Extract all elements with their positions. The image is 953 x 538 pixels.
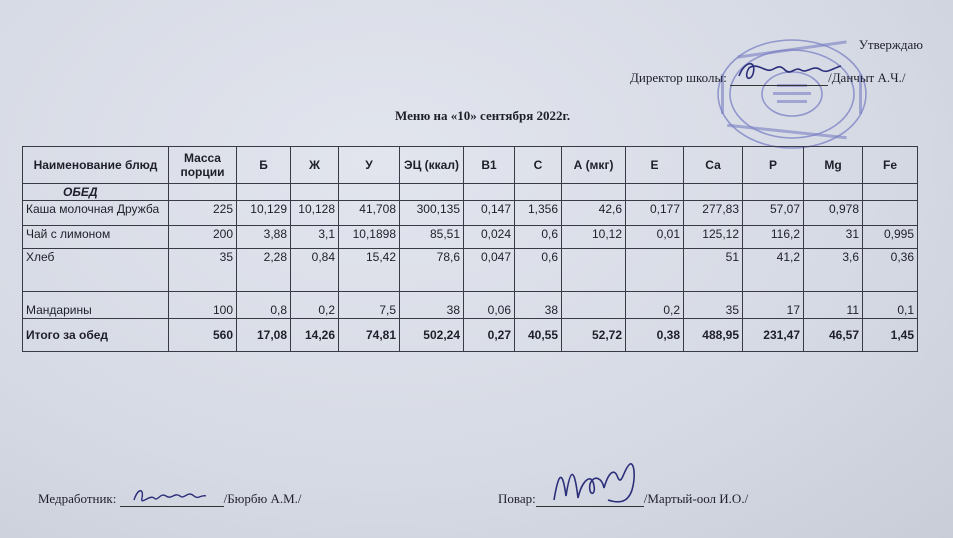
value-cell: 300,135 xyxy=(400,201,464,226)
value-cell: 0,978 xyxy=(804,201,863,226)
value-cell: 7,5 xyxy=(339,292,400,319)
section-label: ОБЕД xyxy=(23,184,169,201)
total-label: Итого за обед xyxy=(23,319,169,352)
value-cell: 1,356 xyxy=(515,201,562,226)
table-header-row xyxy=(23,147,918,184)
value-cell: 0,2 xyxy=(291,292,339,319)
medic-name: /Бюрбю А.М./ xyxy=(223,491,302,506)
col-header: Mg xyxy=(804,147,863,184)
value-cell: 0,177 xyxy=(626,201,684,226)
total-value-cell: 14,26 xyxy=(291,319,339,352)
value-cell: 42,6 xyxy=(562,201,626,226)
value-cell: 3,1 xyxy=(291,226,339,249)
dish-name-cell: Каша молочная Дружба xyxy=(23,201,169,226)
table-row xyxy=(23,249,918,292)
value-cell: 78,6 xyxy=(400,249,464,292)
value-cell: 0,01 xyxy=(626,226,684,249)
menu-table xyxy=(22,146,918,352)
value-cell: 0,995 xyxy=(863,226,918,249)
col-header: Р xyxy=(743,147,804,184)
dish-name-cell: Мандарины xyxy=(23,292,169,319)
col-header: В1 xyxy=(464,147,515,184)
value-cell: 3,6 xyxy=(804,249,863,292)
total-value-cell: 231,47 xyxy=(743,319,804,352)
value-cell: 200 xyxy=(169,226,237,249)
value-cell: 0,1 xyxy=(863,292,918,319)
dish-name-cell: Хлеб xyxy=(23,249,169,292)
value-cell: 10,128 xyxy=(291,201,339,226)
value-cell: 100 xyxy=(169,292,237,319)
cook-signature xyxy=(548,456,648,508)
director-label: Директор школы: xyxy=(630,70,727,85)
value-cell: 41,708 xyxy=(339,201,400,226)
col-header: Б xyxy=(237,147,291,184)
value-cell xyxy=(562,249,626,292)
value-cell: 277,83 xyxy=(684,201,743,226)
value-cell: 0,147 xyxy=(464,201,515,226)
value-cell: 57,07 xyxy=(743,201,804,226)
table-row xyxy=(23,292,918,319)
value-cell: 116,2 xyxy=(743,226,804,249)
official-stamp xyxy=(707,34,877,152)
total-value-cell: 1,45 xyxy=(863,319,918,352)
approval-label: Утверждаю xyxy=(858,37,923,52)
table-row xyxy=(23,226,918,249)
total-value-cell: 40,55 xyxy=(515,319,562,352)
medic-signature xyxy=(130,484,210,508)
dish-name-cell: Чай с лимоном xyxy=(23,226,169,249)
value-cell: 3,88 xyxy=(237,226,291,249)
value-cell: 15,42 xyxy=(339,249,400,292)
cook-label: Повар: xyxy=(498,491,536,506)
medic-label: Медработник: xyxy=(38,491,117,506)
value-cell: 51 xyxy=(684,249,743,292)
value-cell: 85,51 xyxy=(400,226,464,249)
director-signature xyxy=(735,58,845,84)
total-value-cell: 0,38 xyxy=(626,319,684,352)
value-cell: 125,12 xyxy=(684,226,743,249)
value-cell: 17 xyxy=(743,292,804,319)
value-cell: 11 xyxy=(804,292,863,319)
value-cell: 0,36 xyxy=(863,249,918,292)
cook-name: /Мартый-оол И.О./ xyxy=(643,491,749,506)
total-value-cell: 488,95 xyxy=(684,319,743,352)
value-cell: 31 xyxy=(804,226,863,249)
col-header: Fe xyxy=(863,147,918,184)
menu-title: Меню на «10» сентября 2022г. xyxy=(395,108,571,123)
value-cell: 0,6 xyxy=(515,226,562,249)
total-value-cell: 46,57 xyxy=(804,319,863,352)
total-value-cell: 560 xyxy=(169,319,237,352)
total-value-cell: 502,24 xyxy=(400,319,464,352)
director-name: /Данчыт А.Ч./ xyxy=(828,70,906,85)
col-header: Са xyxy=(684,147,743,184)
total-value-cell: 74,81 xyxy=(339,319,400,352)
section-row xyxy=(23,184,918,201)
value-cell: 41,2 xyxy=(743,249,804,292)
value-cell: 0,06 xyxy=(464,292,515,319)
col-header: С xyxy=(515,147,562,184)
col-header: Наименование блюд xyxy=(23,147,169,184)
value-cell: 2,28 xyxy=(237,249,291,292)
total-value-cell: 17,08 xyxy=(237,319,291,352)
value-cell: 10,1898 xyxy=(339,226,400,249)
col-header: Масса порции xyxy=(169,147,237,184)
value-cell: 38 xyxy=(400,292,464,319)
value-cell: 0,024 xyxy=(464,226,515,249)
value-cell: 0,047 xyxy=(464,249,515,292)
value-cell: 10,12 xyxy=(562,226,626,249)
value-cell xyxy=(626,249,684,292)
total-value-cell: 52,72 xyxy=(562,319,626,352)
value-cell: 35 xyxy=(684,292,743,319)
value-cell: 0,84 xyxy=(291,249,339,292)
value-cell xyxy=(562,292,626,319)
col-header: Е xyxy=(626,147,684,184)
col-header: У xyxy=(339,147,400,184)
col-header: А (мкг) xyxy=(562,147,626,184)
value-cell: 0,2 xyxy=(626,292,684,319)
value-cell xyxy=(863,201,918,226)
col-header: ЭЦ (ккал) xyxy=(400,147,464,184)
value-cell: 225 xyxy=(169,201,237,226)
value-cell: 35 xyxy=(169,249,237,292)
value-cell: 38 xyxy=(515,292,562,319)
table-row xyxy=(23,201,918,226)
total-row xyxy=(23,319,918,352)
total-value-cell: 0,27 xyxy=(464,319,515,352)
col-header: Ж xyxy=(291,147,339,184)
value-cell: 0,6 xyxy=(515,249,562,292)
value-cell: 0,8 xyxy=(237,292,291,319)
value-cell: 10,129 xyxy=(237,201,291,226)
